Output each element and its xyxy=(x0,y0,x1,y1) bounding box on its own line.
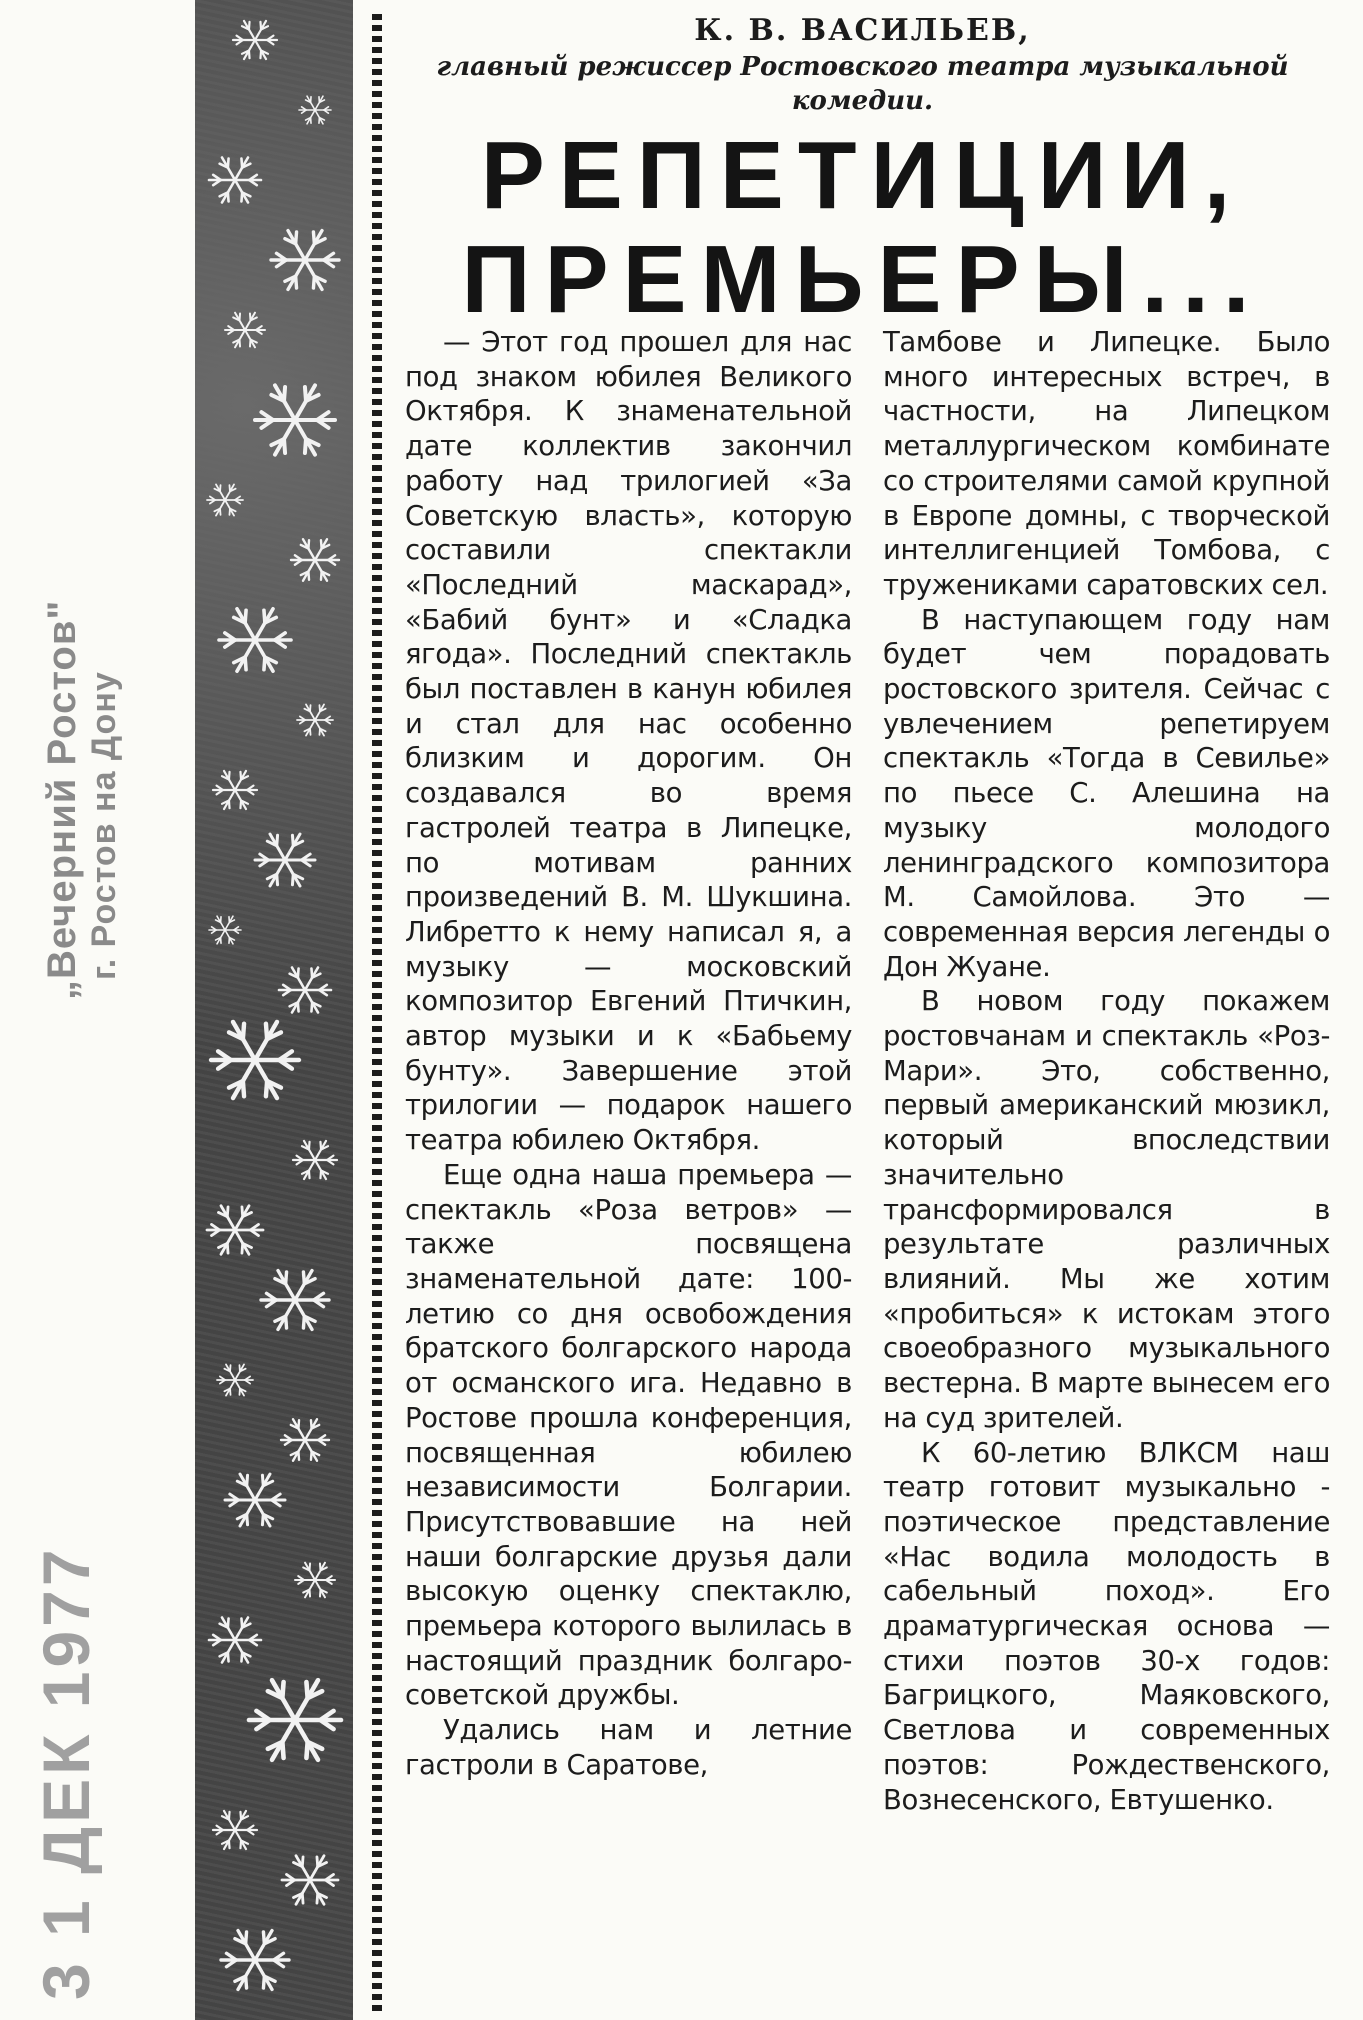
headline-line-2: ПРЕМЬЕРЫ... xyxy=(461,226,1264,333)
newspaper-city: г. Ростов на Дону xyxy=(85,671,123,980)
snowflake-icon xyxy=(213,771,257,809)
snowflake-icon xyxy=(225,1474,285,1526)
text-column-2 xyxy=(883,325,1330,1817)
snowflake-icon xyxy=(299,96,331,124)
snowflake-icon xyxy=(213,1811,257,1849)
snowflake-icon xyxy=(261,1271,329,1330)
paragraph: К 60-летию ВЛКСМ наш театр готовит музыкально - поэтическое представление «Нас водила молодость в сабельный поход». Его драматургическая основа — стихи поэтов 30-х годов: Багрицкого, Маяковского, Светлова и современных поэтов: Рождественского, Вознесенского, Евтушенко. xyxy=(883,1436,1330,1816)
snowflake-icon xyxy=(207,484,243,515)
snowflake-icon xyxy=(291,539,339,581)
column-divider xyxy=(372,14,382,2014)
byline xyxy=(395,12,1330,118)
snowflake-icon xyxy=(297,704,333,735)
snowflake-icon xyxy=(225,313,265,348)
newspaper-name: „Вечерний Ростов" xyxy=(40,599,84,1000)
snowflake-icon xyxy=(282,1856,338,1904)
headline xyxy=(395,124,1330,332)
paragraph: Удались нам и летние гастроли в Саратове, xyxy=(405,1714,852,1781)
snowflake-icon xyxy=(255,834,315,886)
newspaper-stamp xyxy=(40,600,124,1000)
paragraph: В новом году покажем ростовчанам и спектакль «Роз-Мари». Это, собственно, первый американский мюзикл, который впоследствии значительно трансформировался в результате различных влияний. Мы же хотим «пробиться» к истокам этого своеобразного музыкального вестерна. В марте вынесем его на суд зрителей. xyxy=(883,985,1330,1434)
snowflake-icon xyxy=(249,1680,341,1760)
archive-margin xyxy=(0,0,195,2020)
paragraph: Тамбове и Липецке. Было много интересных встреч, в частности, на Липецком металлургическом комбинате со строителями самой крупной в Европе домны, с творческой интеллигенцией Томбова, с тружениками саратовских сел. xyxy=(883,326,1330,601)
snowflake-icon xyxy=(271,231,339,290)
snowflake-icon xyxy=(279,967,331,1012)
text-column-1 xyxy=(405,325,852,1817)
snowflake-icon xyxy=(209,916,241,944)
snowflake-icon xyxy=(295,1563,335,1598)
article xyxy=(395,12,1330,332)
snowflake-icon xyxy=(281,1419,329,1461)
snowflake-icon xyxy=(207,1206,263,1254)
author-name: К. В. ВАСИЛЬЕВ, xyxy=(694,13,1031,48)
snowflake-icon xyxy=(209,1617,261,1662)
snowflake-icon xyxy=(217,1364,253,1395)
paragraph: Еще одна наша премьера — спектакль «Роза ветров» — также посвящена знаменательной дате: 100-летию со дня освобождения братского болгарского народа от османского ига. Недавно в Ростове прошла конференция, посвященная юбилею независимости Болгарии. Присутствовавшие на ней наши болгарские друзья дали высокую оценку спектаклю, премьера которого вылилась в настоящий праздник болгаро-советской дружбы. xyxy=(405,1158,852,1712)
snowflake-icon xyxy=(195,0,353,2020)
snowflake-icon xyxy=(255,385,335,454)
snowflake-icon xyxy=(209,157,261,202)
snowflake-icon xyxy=(211,1022,299,1098)
snowflake-icon xyxy=(219,609,291,671)
author-role: главный режиссер Ростовского театра музыкальной комедии. xyxy=(436,52,1289,116)
headline-line-1: РЕПЕТИЦИИ, xyxy=(480,122,1245,229)
date-stamp: 3 1 ДЕК 1977 xyxy=(29,1545,103,2000)
snowflake-icon xyxy=(221,1931,289,1990)
snowflake-ornament-strip xyxy=(195,0,353,2020)
snowflake-icon xyxy=(293,1141,337,1179)
paragraph: — Этот год прошел для нас под знаком юбилея Великого Октября. К знаменательной дате коллектив закончил работу над трилогией «За Советскую власть», которую составили спектакли «Последний маскарад», «Бабий бунт» и «Сладка ягода». Последний спектакль был поставлен в канун юбилея и стал для нас особенно близким и дорогим. Он создавался во время гастролей театра в Липецке, по мотивам ранних произведений В. М. Шукшина. Либретто к нему написал я, а музыку — московский композитор Евгений Птичкин, автор музыки и к «Бабьему бунту». Завершение этой трилогии — подарок нашего театра юбилею Октября. xyxy=(405,326,852,1157)
paragraph: В наступающем году нам будет чем порадовать ростовского зрителя. Сейчас с увлечением репетируем спектакль «Тогда в Севилье» по пьесе С. Алешина на музыку молодого ленинградского композитора М. Самойлова. Это — современная версия легенды о Дон Жуане. xyxy=(883,603,1330,983)
article-body xyxy=(405,325,1330,1817)
snowflake-icon xyxy=(233,21,277,59)
